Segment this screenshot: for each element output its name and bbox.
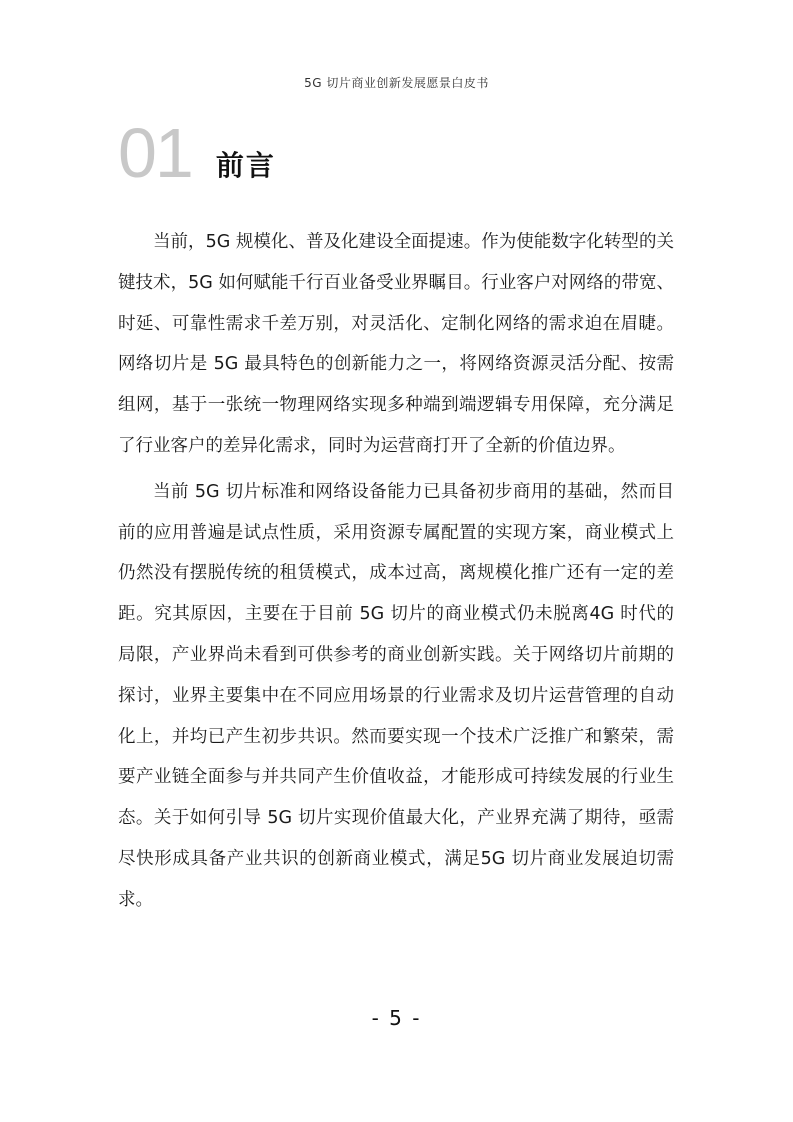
paragraph-2: 当前 5G 切片标准和网络设备能力已具备初步商用的基础，然而目前的应用普遍是试点性质，采用资源专属配置的实现方案，商业模式上仍然没有摆脱传统的租赁模式，成本过高，离规模化推广还有一定的差距。究其原因，主要在于目前 5G 切片的商业模式仍未脱离4G 时代的局限，产业界尚未看到可供参考的商业创新实践。关于网络切片前期的探讨，业界主要集中在不同应用场景的行业需求及切片运营管理的自动化上，并均已产生初步共识。然而要实现一个技术广泛推广和繁荣，需要产业链全面参与并共同产生价值收益，才能形成可持续发展的行业生态。关于如何引导 5G 切片实现价值最大化，产业界充满了期待，亟需尽快形成具备产业共识的创新商业模式，满足5G 切片商业发展迫切需求。: [118, 481, 674, 910]
body-text: [118, 222, 674, 926]
page-number: - 5 -: [371, 1006, 422, 1030]
chapter-heading: [118, 108, 276, 192]
paragraph-1: 当前，5G 规模化、普及化建设全面提速。作为使能数字化转型的关键技术，5G 如何赋能千行百业备受业界瞩目。行业客户对网络的带宽、时延、可靠性需求千差万别，对灵活化、定制化网络的需求迫在眉睫。网络切片是 5G 最具特色的创新能力之一，将网络资源灵活分配、按需组网，基于一张统一物理网络实现多种端到端逻辑专用保障，充分满足了行业客户的差异化需求，同时为运营商打开了全新的价值边界。: [118, 232, 674, 456]
chapter-title: 前言: [215, 149, 276, 182]
running-header: 5G 切片商业创新发展愿景白皮书: [304, 76, 489, 90]
chapter-number: 01: [118, 114, 192, 192]
